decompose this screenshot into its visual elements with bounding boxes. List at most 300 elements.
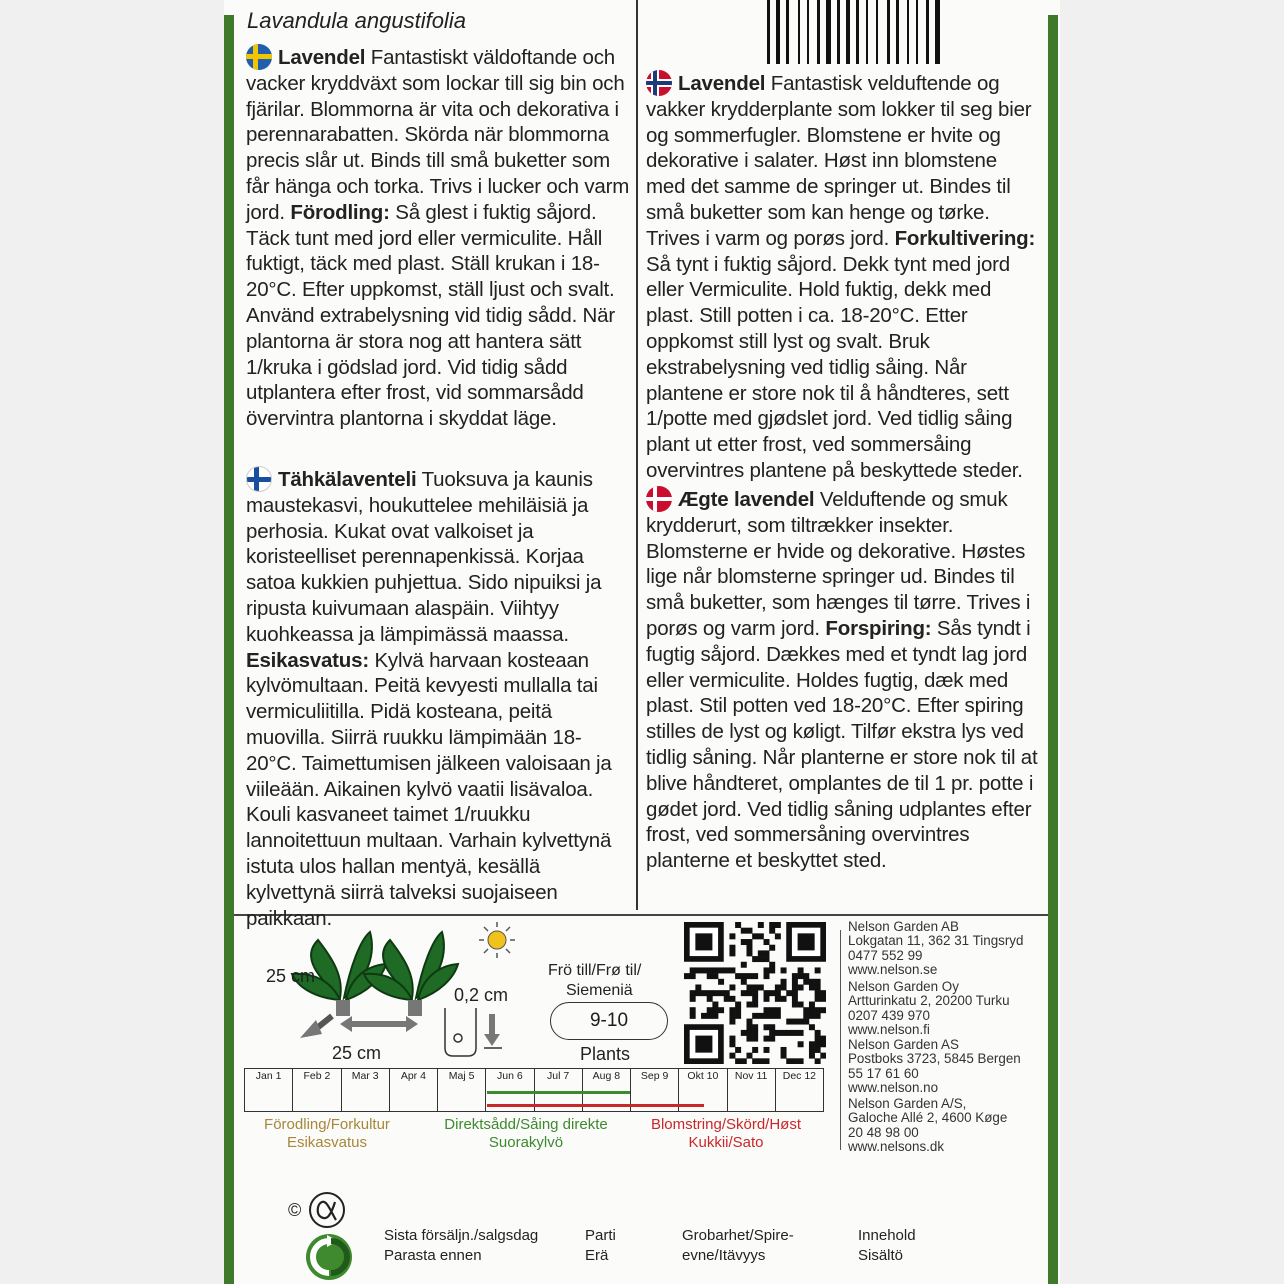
company-street: Lokgatan 11, 362 31 Tingsryd — [848, 933, 1024, 949]
qr-module — [752, 1036, 758, 1042]
section-text: Velduftende og smuk krydderurt, som tiltrækker insekter. Blomsterne er hvide og dekorative. Høstes lige når blomsterne springer ud. Bindes til små buketter, som hænges til tørre. Trives i porøs og varm jord. — [646, 488, 1031, 640]
qr-module — [752, 1002, 758, 1008]
qr-module — [775, 1007, 781, 1013]
qr-module — [746, 928, 752, 934]
qr-module — [820, 1007, 826, 1013]
qr-module — [769, 962, 775, 968]
germination-label — [682, 1226, 794, 1266]
legend-label: Direktsådd/Såing direkte — [444, 1116, 608, 1133]
legend-label: Kukkii/Sato — [688, 1134, 764, 1151]
company-street: Galoche Allé 2, 4600 Køge — [848, 1110, 1008, 1126]
label-line: Erä — [585, 1247, 609, 1264]
qr-module — [803, 1013, 809, 1019]
section-title: Lavendel — [678, 72, 766, 95]
qr-module — [815, 1041, 821, 1047]
barcode-bar — [776, 0, 780, 64]
address-block-fi — [848, 980, 1010, 1037]
qr-module — [769, 945, 775, 951]
qr-module — [815, 1058, 821, 1064]
qr-module — [781, 1047, 787, 1053]
qr-module — [775, 1013, 781, 1019]
qr-module — [764, 956, 770, 962]
legend-label: Blomstring/Skörd/Høst — [650, 1116, 802, 1133]
qr-module — [695, 984, 701, 990]
company-name: Nelson Garden Oy — [848, 979, 959, 994]
qr-module — [798, 1058, 804, 1064]
qr-module — [809, 1041, 815, 1047]
qr-module — [775, 984, 781, 990]
barcode-bar — [767, 0, 770, 64]
barcode-bar — [887, 0, 890, 64]
qr-module — [820, 1053, 826, 1059]
section-swedish — [246, 44, 632, 432]
company-web: www.nelson.fi — [848, 1021, 930, 1037]
qr-module — [746, 1002, 752, 1008]
qr-module — [775, 922, 781, 928]
label-line: Parti — [585, 1227, 616, 1244]
direct-sow-bar — [487, 1091, 630, 1094]
qr-module — [769, 922, 775, 928]
qr-module — [803, 1019, 809, 1025]
qr-module — [752, 973, 758, 979]
section-title: Ægte lavendel — [678, 488, 815, 511]
qr-module — [786, 1058, 792, 1064]
qr-module — [718, 1007, 724, 1013]
barcode-bar — [896, 0, 899, 64]
qr-module — [741, 928, 747, 934]
qr-module — [764, 967, 770, 973]
qr-module — [752, 1024, 758, 1030]
qr-module — [809, 984, 815, 990]
lot-label — [585, 1226, 616, 1266]
qr-module — [746, 1030, 752, 1036]
company-phone: 0477 552 99 — [848, 947, 923, 963]
label-line: Parasta ennen — [384, 1247, 482, 1264]
qr-module — [746, 1019, 752, 1025]
qr-module — [746, 950, 752, 956]
qr-module — [781, 984, 787, 990]
barcode-bar — [817, 0, 820, 64]
barcode-bar — [926, 0, 929, 64]
qr-module — [792, 979, 798, 985]
qr-module — [690, 1007, 696, 1013]
qr-module — [746, 1036, 752, 1042]
qr-module — [764, 1047, 770, 1053]
legend-label: Esikasvatus — [286, 1134, 368, 1151]
qr-module — [707, 1007, 713, 1013]
qr-module — [746, 990, 752, 996]
qr-finder — [695, 933, 712, 950]
qr-module — [724, 967, 730, 973]
qr-module — [712, 967, 718, 973]
qr-module — [764, 973, 770, 979]
address-block-dk — [848, 1097, 1007, 1154]
address-divider — [840, 930, 841, 1150]
qr-module — [724, 990, 730, 996]
barcode-bar — [798, 0, 800, 64]
label-line: evne/Itävyys — [682, 1247, 766, 1264]
legend-direct — [430, 1116, 622, 1152]
qr-module — [792, 1019, 798, 1025]
qr-module — [786, 990, 792, 996]
seed-count-badge: 9-10 — [550, 1002, 668, 1040]
qr-module — [775, 990, 781, 996]
qr-module — [815, 1036, 821, 1042]
barcode-bar — [826, 0, 831, 64]
qr-module — [752, 956, 758, 962]
company-street: Postboks 3723, 5845 Bergen — [848, 1051, 1021, 1067]
qr-module — [746, 939, 752, 945]
qr-module — [803, 1007, 809, 1013]
qr-module — [735, 922, 741, 928]
company-web: www.nelson.no — [848, 1079, 939, 1095]
qr-module — [690, 973, 696, 979]
company-name: Nelson Garden AS — [848, 1037, 959, 1052]
qr-finder — [695, 1036, 712, 1053]
calendar-month: Nov 11 — [728, 1069, 776, 1111]
qr-module — [820, 1036, 826, 1042]
qr-module — [764, 1013, 770, 1019]
qr-module — [809, 1007, 815, 1013]
qr-module — [792, 996, 798, 1002]
qr-module — [798, 984, 804, 990]
qr-module — [758, 950, 764, 956]
qr-module — [815, 967, 821, 973]
legend-bloom — [638, 1116, 814, 1152]
qr-module — [718, 967, 724, 973]
qr-module — [792, 984, 798, 990]
qr-module — [781, 967, 787, 973]
qr-module — [764, 939, 770, 945]
qr-module — [752, 1058, 758, 1064]
barcode-bar — [907, 0, 909, 64]
qr-module — [712, 990, 718, 996]
legend-label: Suorakylvö — [488, 1134, 564, 1151]
qr-module — [735, 1002, 741, 1008]
label-line: Sisältö — [858, 1247, 904, 1264]
section-danish — [646, 486, 1038, 874]
qr-module — [820, 996, 826, 1002]
qr-module — [746, 1024, 752, 1030]
qr-module — [809, 1024, 815, 1030]
qr-module — [701, 967, 707, 973]
qr-module — [684, 973, 690, 979]
section-norwegian — [646, 70, 1038, 484]
company-web: www.nelson.se — [848, 961, 938, 977]
finland-flag-icon — [246, 466, 272, 492]
plant-spacing: 25 cm — [332, 1043, 382, 1063]
calendar-month: Jun 6 — [486, 1069, 534, 1111]
company-phone: 20 48 98 00 — [848, 1124, 919, 1140]
section-title: Tähkälaventeli — [278, 468, 417, 491]
company-name: Nelson Garden AB — [848, 919, 959, 934]
depth-arrow-icon — [484, 1034, 500, 1046]
section-finnish — [246, 466, 632, 931]
calendar-month: Apr 4 — [390, 1069, 438, 1111]
qr-module — [815, 996, 821, 1002]
qr-module — [729, 984, 735, 990]
qr-module — [729, 1053, 735, 1059]
section-text: Så glest i fuktig såjord. Täck tunt med jord eller vermiculite. Håll fuktigt, täck med plast. Ställ krukan i 18-20°C. Efter uppkomst, ställ ljust och svalt. Använd extrabelysning vid tidig sådd. När plantorna är stora nog att hantera sätt 1/kruka i gödslad jord. Vid tidig sådd utplantera efter frost, vid sommarsådd övervintra plantorna i skyddat läge. — [246, 200, 615, 431]
copyright-mark: © — [288, 1200, 302, 1220]
qr-module — [735, 1007, 741, 1013]
barcode-bar — [916, 0, 918, 64]
qr-module — [815, 1007, 821, 1013]
company-phone: 55 17 61 60 — [848, 1065, 919, 1081]
sowing-depth: 0,2 cm — [454, 985, 509, 1005]
qr-module — [752, 1030, 758, 1036]
arrow-left-icon — [340, 1016, 352, 1032]
section-subheading: Esikasvatus: — [246, 648, 369, 672]
qr-module — [792, 1030, 798, 1036]
qr-module — [707, 1013, 713, 1019]
row-spacing: 25 cm — [266, 966, 316, 986]
plant-illustration — [292, 932, 458, 1000]
qr-module — [741, 939, 747, 945]
qr-module — [769, 1024, 775, 1030]
section-title: Lavendel — [278, 46, 366, 69]
left-green-border — [224, 15, 234, 1284]
company-name: Nelson Garden A/S, — [848, 1096, 967, 1111]
legend-indoor — [252, 1116, 402, 1152]
label-line: Sista försäljn./salgsdag — [384, 1227, 539, 1244]
qr-module — [781, 1053, 787, 1059]
qr-module — [729, 1013, 735, 1019]
qr-module — [769, 1007, 775, 1013]
qr-module — [690, 990, 696, 996]
column-divider — [636, 0, 638, 910]
qr-module — [718, 979, 724, 985]
seed-icon — [454, 1034, 462, 1042]
section-text: Sås tyndt i fugtig såjord. Dækkes med et tyndt lag jord eller vermiculite. Holdes fugtig, dæk med plast. Stil potten ved 18-20°C. Efter spiring stilles de lyst og køligt. Tilfør ekstra lys ved tidlig såning. Når planterne er store nok til at blive håndteret, omplantes de til 1 pr. potte i gødet jord. Ved tidlig såning udplantes efter frost, ved sommersåning overvintres planterne et beskyttet sted. — [646, 616, 1038, 873]
qr-module — [741, 973, 747, 979]
qr-module — [798, 1041, 804, 1047]
address-block-se — [848, 920, 1023, 977]
qr-module — [764, 1058, 770, 1064]
barcode-bar — [837, 0, 840, 64]
qr-module — [786, 1019, 792, 1025]
address-block-no — [848, 1038, 1021, 1095]
section-text: Kylvä harvaan kosteaan kylvömultaan. Peitä kevyesti mullalla tai vermiculiitilla. Pidä kosteana, peitä muovilla. Siirrä ruukku lämpimään 18-20°C. Taimettumisen jälkeen valoisaan ja viileään. Aikainen kylvö vaatii lisävaloa. Kouli kasvaneet taimet 1/ruukku lannoitettuun multaan. Varhain kylvettynä istuta ulos hallan mentyä, kesällä kylvettynä siirrä talveksi suojaiseen paikkaan. — [246, 648, 612, 930]
qr-module — [820, 1041, 826, 1047]
calendar-month: Jan 1 — [245, 1069, 293, 1111]
bloom-bar — [487, 1104, 704, 1107]
qr-module — [752, 1013, 758, 1019]
section-subheading: Forspiring: — [825, 616, 932, 640]
qr-module — [729, 967, 735, 973]
qr-module — [712, 973, 718, 979]
qr-module — [809, 1013, 815, 1019]
qr-module — [752, 984, 758, 990]
qr-module — [769, 1036, 775, 1042]
qr-module — [695, 967, 701, 973]
norway-flag-icon — [646, 70, 672, 96]
qr-module — [746, 973, 752, 979]
qr-module — [690, 996, 696, 1002]
qr-module — [741, 962, 747, 968]
calendar-month: Dec 12 — [782, 1070, 817, 1082]
qr-module — [695, 990, 701, 996]
qr-module — [701, 1013, 707, 1019]
row-arrow-icon — [300, 1020, 322, 1038]
qr-module — [792, 1058, 798, 1064]
qr-module — [752, 990, 758, 996]
seed-count-unit: Plants — [580, 1044, 631, 1064]
qr-module — [775, 1030, 781, 1036]
qr-module — [735, 1058, 741, 1064]
barcode-bar — [935, 0, 940, 64]
barcode-bar — [807, 0, 809, 64]
qr-module — [781, 979, 787, 985]
qr-module — [781, 996, 787, 1002]
qr-module — [769, 928, 775, 934]
qr-module — [764, 1024, 770, 1030]
qr-module — [746, 945, 752, 951]
qr-module — [735, 1013, 741, 1019]
legend-label: Förodling/Forkultur — [264, 1116, 390, 1133]
denmark-flag-icon — [646, 486, 672, 512]
qr-module — [809, 1002, 815, 1008]
qr-module — [718, 990, 724, 996]
qr-module — [741, 979, 747, 985]
qr-module — [741, 990, 747, 996]
alpha-logo-icon — [306, 1190, 348, 1230]
qr-module — [798, 967, 804, 973]
qr-code — [684, 922, 826, 1064]
sun-icon — [479, 922, 515, 958]
calendar-month: Mar 3 — [342, 1069, 390, 1111]
qr-module — [729, 996, 735, 1002]
section-text: Tuoksuva ja kaunis maustekasvi, houkuttelee mehiläisiä ja perhosia. Kukat ovat valkoiset ja koristeelliset perennapenkissä. Korjaa satoa kukkien puhjettua. Sido nipuiksi ja ripusta kuivumaan alaspäin. Viihtyy kuohkeassa ja lämpimässä maassa. — [246, 468, 602, 646]
qr-module — [707, 973, 713, 979]
company-web: www.nelsons.dk — [848, 1138, 945, 1154]
qr-module — [690, 967, 696, 973]
calendar-month: Sep 9 — [631, 1069, 679, 1111]
qr-module — [775, 933, 781, 939]
calendar-month: Jul 7 — [535, 1069, 583, 1111]
company-street: Artturinkatu 2, 20200 Turku — [848, 993, 1010, 1009]
qr-module — [809, 979, 815, 985]
barcode-bar — [786, 0, 789, 64]
qr-module — [769, 990, 775, 996]
qr-module — [769, 1030, 775, 1036]
barcode-bar — [876, 0, 878, 64]
qr-module — [815, 1013, 821, 1019]
barcode-bar — [846, 0, 850, 64]
qr-module — [712, 1007, 718, 1013]
qr-module — [815, 984, 821, 990]
qr-module — [752, 1047, 758, 1053]
section-text: Så tynt i fuktig såjord. Dekk tynt med jord eller Vermiculite. Hold fuktig, dekk med plast. Still potten i ca. 18-20°C. Etter oppkomst still lyst og svalt. Bruk ekstrabelysning ved tidlig såing. Når plantene er store nok til å håndteres, sett 1/potte med gjødslet jord. Ved tidlig såing plant ut etter frost, ved sommersåing overvintres plantene på beskyttede steder. — [646, 252, 1023, 482]
section-text: Fantastisk velduftende og vakker krydderplante som lokker til seg bier og sommerfugler. Blomstene er hvite og dekorative i salater. Høst inn blomstene med det samme de springer ut. Bindes til små buketter som kan henge og tørke. Trives i varm og porøs jord. — [646, 72, 1032, 250]
calendar-month: Feb 2 — [293, 1069, 341, 1111]
qr-module — [729, 933, 735, 939]
qr-module — [707, 996, 713, 1002]
right-green-border — [1048, 15, 1058, 1284]
qr-module — [729, 1019, 735, 1025]
qr-module — [798, 1002, 804, 1008]
qr-module — [764, 1036, 770, 1042]
qr-module — [792, 1002, 798, 1008]
label-line: Innehold — [858, 1227, 916, 1244]
qr-module — [690, 1013, 696, 1019]
qr-module — [764, 996, 770, 1002]
qr-module — [729, 1036, 735, 1042]
content-label — [858, 1226, 916, 1266]
qr-module — [815, 1047, 821, 1053]
qr-module — [758, 1013, 764, 1019]
qr-module — [786, 1030, 792, 1036]
qr-module — [798, 973, 804, 979]
green-dot-recycling-icon — [304, 1232, 354, 1282]
qr-module — [758, 984, 764, 990]
qr-module — [769, 967, 775, 973]
qr-module — [815, 990, 821, 996]
seeds-label-fi: Siemeniä — [566, 982, 633, 999]
qr-module — [792, 973, 798, 979]
barcode-bar — [856, 0, 859, 64]
qr-module — [803, 979, 809, 985]
qr-module — [815, 1030, 821, 1036]
barcode — [765, 0, 1020, 64]
qr-module — [735, 1047, 741, 1053]
qr-module — [758, 956, 764, 962]
label-line: Grobarhet/Spire- — [682, 1227, 794, 1244]
qr-module — [809, 1053, 815, 1059]
qr-module — [764, 990, 770, 996]
qr-module — [729, 1007, 735, 1013]
qr-module — [729, 950, 735, 956]
calendar-month: Maj 5 — [438, 1069, 486, 1111]
qr-module — [724, 996, 730, 1002]
qr-module — [746, 984, 752, 990]
qr-module — [815, 979, 821, 985]
qr-module — [803, 973, 809, 979]
qr-module — [764, 1007, 770, 1013]
qr-module — [729, 1041, 735, 1047]
barcode-bar — [866, 0, 868, 64]
qr-module — [752, 996, 758, 1002]
qr-module — [775, 996, 781, 1002]
qr-module — [764, 950, 770, 956]
qr-module — [712, 1002, 718, 1008]
qr-module — [712, 1013, 718, 1019]
qr-module — [798, 1030, 804, 1036]
qr-module — [758, 1058, 764, 1064]
arrow-right-icon — [406, 1016, 418, 1032]
qr-module — [735, 973, 741, 979]
best-before-label — [384, 1226, 538, 1266]
qr-module — [781, 1030, 787, 1036]
section-text: Fantastiskt väldoftande och vacker kryddväxt som lockar till sig bin och fjärilar. Blommorna är vita och dekorativa i perennarabatten. Skörda när blommorna precis slår ut. Binds till små buketter som får hänga och torka. Trivs i lucker och varm jord. — [246, 46, 630, 224]
qr-module — [701, 990, 707, 996]
qr-module — [820, 990, 826, 996]
latin-name: Lavandula angustifolia — [247, 8, 466, 33]
qr-module — [798, 1019, 804, 1025]
sweden-flag-icon — [246, 44, 272, 70]
qr-module — [707, 990, 713, 996]
section-subheading: Forkultivering: — [894, 226, 1036, 250]
qr-module — [769, 1013, 775, 1019]
calendar-month: Okt 10 — [679, 1069, 727, 1111]
qr-module — [741, 1030, 747, 1036]
section-subheading: Förodling: — [290, 200, 390, 224]
qr-module — [707, 967, 713, 973]
qr-module — [752, 933, 758, 939]
qr-module — [758, 933, 764, 939]
qr-finder — [798, 933, 815, 950]
calendar-month: Aug 8 — [583, 1069, 631, 1111]
